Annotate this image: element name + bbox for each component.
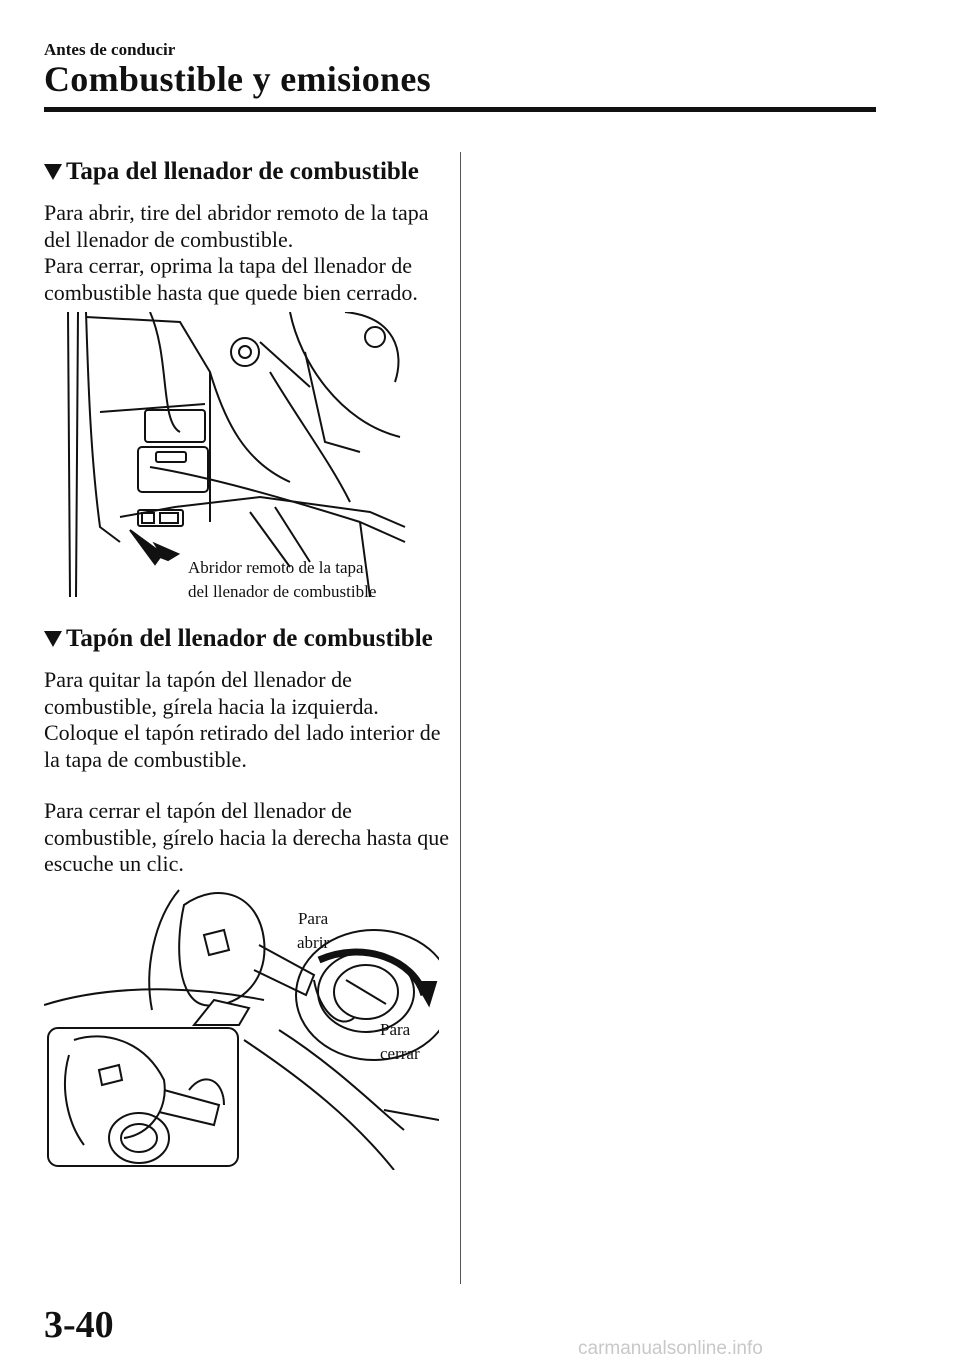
label-close-line: cerrar (380, 1044, 420, 1063)
section-body-fuel-lid (44, 200, 454, 306)
breadcrumb: Antes de conducir (44, 40, 176, 59)
figure-caption (188, 556, 376, 604)
fuel-lid-opener-illustration (60, 312, 410, 597)
paragraph: Para cerrar, oprima la tapa del llenador de combustible hasta que quede bien cerrado. (44, 253, 418, 305)
caption-line: del llenador de combustible (188, 582, 377, 601)
page-number: 3-40 (44, 1304, 114, 1346)
section-body-fuel-cap (44, 667, 454, 878)
section-heading-fuel-lid (44, 158, 419, 186)
section-heading-text: Tapón del llenador de combustible (66, 625, 433, 652)
section-heading-fuel-cap (44, 625, 433, 653)
triangle-bullet-icon (44, 631, 62, 647)
label-open-line: abrir (297, 933, 330, 952)
column-divider (460, 152, 461, 1284)
caption-line: Abridor remoto de la tapa (188, 558, 364, 577)
chapter-title: Combustible y emisiones (44, 59, 431, 99)
label-close (380, 1018, 420, 1066)
triangle-bullet-icon (44, 164, 62, 180)
header-rule (44, 107, 876, 112)
paragraph: Para quitar la tapón del llenador de combustible, gírela hacia la izquierda. Coloque el tapón retirado del lado interior de la tapa de combustible. (44, 667, 441, 772)
paragraph: Para cerrar el tapón del llenador de combustible, gírelo hacia la derecha hasta que escuche un clic. (44, 798, 449, 876)
section-heading-text: Tapa del llenador de combustible (66, 158, 419, 185)
label-close-line: Para (380, 1020, 411, 1039)
watermark: carmanualsonline.info (578, 1338, 763, 1359)
label-open-line: Para (297, 909, 329, 928)
label-open (297, 907, 329, 955)
paragraph: Para abrir, tire del abridor remoto de la tapa del llenador de combustible. (44, 200, 429, 252)
